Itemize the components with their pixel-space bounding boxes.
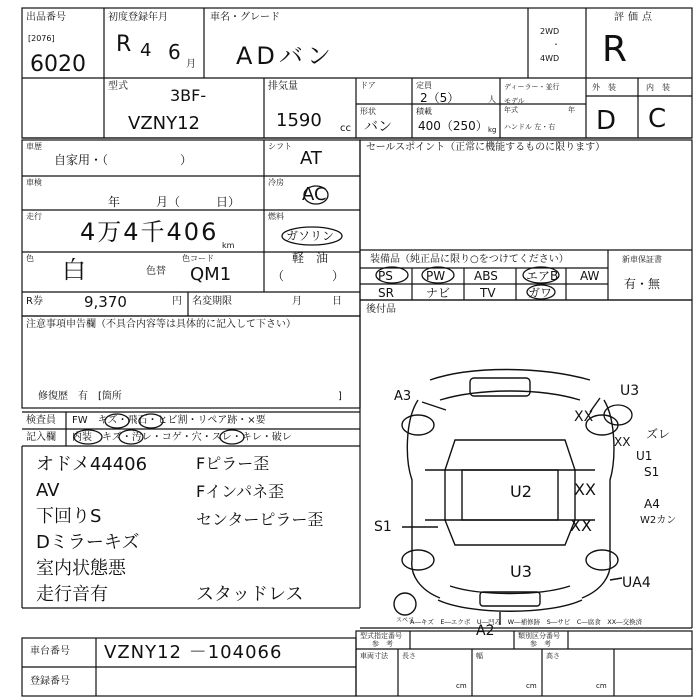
damage-mark-xx-1: XX bbox=[574, 409, 594, 425]
capacity-value: 2（5） bbox=[420, 91, 460, 105]
door-label: ドア bbox=[360, 81, 376, 90]
inspection-label: 車検 bbox=[26, 178, 42, 187]
cert-ref-label: 参 考 bbox=[372, 640, 393, 648]
damage-mark-xx-2: XX bbox=[574, 480, 596, 499]
type-code: VZNY12 bbox=[128, 113, 201, 134]
damage-mark-a4: A4 bbox=[644, 497, 660, 511]
notes-label: 注意事項申告欄（不具合内容等は具体的に記入して下さい） bbox=[26, 319, 296, 330]
color-no-label: 色替 bbox=[146, 266, 166, 277]
note-left-3: 下回りS bbox=[36, 506, 102, 527]
chassis-label: 車台番号 bbox=[30, 646, 70, 657]
lot-no-label: 出品番号 bbox=[26, 12, 66, 23]
note-right-4: スタッドレス bbox=[196, 584, 304, 605]
damage-mark-s1-right: S1 bbox=[644, 465, 660, 479]
equip-gawa: ガワ bbox=[528, 286, 553, 300]
equip-pw: PW bbox=[426, 269, 446, 283]
drive-dot: ・ bbox=[552, 40, 560, 49]
fuel-diesel: 軽 油 bbox=[292, 251, 329, 265]
mileage-value: 4万4千406 bbox=[80, 218, 219, 246]
note-right-3: センターピラー歪 bbox=[196, 510, 324, 529]
displacement-value: 1590 bbox=[276, 110, 322, 131]
mileage-unit: km bbox=[222, 241, 235, 250]
history-value: 自家用・（ ） bbox=[54, 153, 193, 167]
displacement-unit: cc bbox=[340, 123, 351, 134]
damage-mark-u3-top: U3 bbox=[620, 383, 640, 399]
damage-mark-s1-left: S1 bbox=[374, 519, 392, 535]
lot-number: 6020 bbox=[30, 52, 86, 77]
shape-value: バン bbox=[364, 119, 392, 135]
interior-grade: C bbox=[648, 104, 667, 134]
vehicle-size-label: 車両寸法 bbox=[360, 652, 388, 660]
model-name: ADバン bbox=[236, 42, 335, 70]
ac-label: 冷房 bbox=[268, 178, 284, 187]
note-left-2: AV bbox=[36, 480, 60, 501]
shift-value: AT bbox=[300, 148, 322, 169]
note-right-1: Fピラー歪 bbox=[196, 454, 270, 473]
name-change-value: 月 日 bbox=[292, 296, 342, 307]
chassis-value: VZNY12 －104066 bbox=[104, 642, 283, 663]
model-year-unit: 年 bbox=[568, 106, 575, 114]
repair-close: ] bbox=[338, 391, 342, 402]
ac-value: AC bbox=[302, 184, 327, 205]
width-label: 幅 bbox=[476, 652, 483, 660]
first-reg-month: 6 bbox=[168, 40, 181, 64]
sales-points-label: セールスポイント（正常に機能するものに限ります） bbox=[366, 142, 606, 153]
model-name-label: 車名・グレード bbox=[210, 12, 280, 23]
load-unit: kg bbox=[488, 126, 497, 134]
damage-mark-w2: W2カン bbox=[640, 515, 677, 526]
mileage-label: 走行 bbox=[26, 212, 42, 221]
drive-4wd: 4WD bbox=[540, 54, 560, 63]
load-value: 400（250） bbox=[418, 119, 488, 133]
width-cm: cm bbox=[526, 682, 537, 690]
repair-label: 修復歴 有 [箇所 bbox=[38, 391, 122, 402]
equip-aw: AW bbox=[580, 269, 600, 283]
length-cm: cm bbox=[456, 682, 467, 690]
damage-mark-u2: U2 bbox=[510, 482, 532, 501]
fuel-gasoline: ガソリン bbox=[286, 229, 335, 243]
recycle-unit: 円 bbox=[172, 296, 182, 307]
equipment-label: 装備品（純正品に限り○をつけてください） bbox=[370, 254, 569, 265]
first-reg-era: R bbox=[116, 32, 132, 57]
model-year-label-1: モデル bbox=[504, 97, 525, 105]
history-label: 車歴 bbox=[26, 142, 42, 151]
lot-no-sub: [2076] bbox=[28, 34, 55, 43]
recycle-value: 9,370 bbox=[84, 293, 127, 311]
fuel-paren: （ ） bbox=[272, 269, 345, 283]
damage-mark-u1: U1 bbox=[636, 449, 653, 463]
note-left-4: Dミラーキズ bbox=[36, 532, 140, 553]
inspection-value: 年 月（ 日） bbox=[108, 195, 241, 209]
height-label: 高さ bbox=[546, 652, 560, 660]
equip-navi: ナビ bbox=[426, 286, 451, 300]
inspector-label: 検査員 bbox=[26, 415, 56, 426]
eval-score: R bbox=[602, 29, 628, 70]
first-reg-label: 初度登録年月 bbox=[108, 12, 168, 23]
handle-label: ハンドル 左・右 bbox=[504, 123, 556, 131]
equip-sr: SR bbox=[378, 286, 394, 300]
class-label: 類別区分番号 bbox=[518, 632, 560, 640]
registration-label: 登録番号 bbox=[30, 676, 70, 687]
length-label: 長さ bbox=[402, 652, 416, 660]
drive-2wd: 2WD bbox=[540, 27, 560, 36]
damage-mark-a2: A2 bbox=[476, 623, 495, 639]
warranty-label: 新車保証書 bbox=[622, 255, 662, 264]
damage-mark-xx-4: XX bbox=[614, 435, 631, 449]
exterior-label: 外 装 bbox=[592, 83, 616, 92]
color-value: 白 bbox=[62, 256, 86, 284]
spare-label: スペア bbox=[396, 617, 415, 624]
dealer-label: ディーラー・並行 bbox=[504, 83, 560, 91]
note-left-5: 室内状態悪 bbox=[36, 558, 126, 579]
equip-abs: ABS bbox=[474, 269, 498, 283]
note-left-6: 走行音有 bbox=[36, 584, 108, 605]
month-unit: 月 bbox=[186, 59, 196, 70]
recycle-label: R券 bbox=[26, 296, 43, 307]
load-label: 積載 bbox=[416, 107, 432, 116]
damage-mark-a3: A3 bbox=[394, 389, 412, 404]
color-code-label: 色コード bbox=[182, 254, 214, 263]
first-reg-year: 4 bbox=[140, 40, 152, 61]
entry-label: 記入欄 bbox=[26, 432, 56, 443]
warranty-value: 有・無 bbox=[624, 277, 661, 291]
capacity-label: 定員 bbox=[416, 81, 432, 90]
capacity-unit: 人 bbox=[488, 95, 496, 104]
shift-label: シフト bbox=[268, 142, 292, 151]
color-label: 色 bbox=[26, 254, 34, 263]
aftermarket-label: 後付品 bbox=[366, 304, 396, 315]
cert-label: 型式指定番号 bbox=[360, 632, 402, 640]
damage-mark-xx-3: XX bbox=[570, 516, 592, 535]
class-ref-label: 参 考 bbox=[530, 640, 551, 648]
type-label: 型式 bbox=[108, 81, 128, 92]
type-prefix: 3BF- bbox=[170, 86, 207, 105]
legend: A―キズ E―エクボ U―凹み W―補修跡 S―サビ C―腐食 XX―交換済 bbox=[410, 618, 643, 626]
eval-label: 評価点 bbox=[614, 12, 656, 23]
damage-mark-u3-bottom: U3 bbox=[510, 562, 532, 581]
color-code: QM1 bbox=[190, 264, 232, 285]
note-left-1: オドメ44406 bbox=[36, 454, 148, 475]
equip-tv: TV bbox=[480, 286, 496, 300]
note-right-2: Fインパネ歪 bbox=[196, 482, 285, 501]
name-change-label: 名変期限 bbox=[192, 296, 232, 307]
exterior-grade: D bbox=[596, 106, 617, 136]
damage-mark-ua4: UA4 bbox=[622, 575, 651, 591]
damage-mark-zure: ズレ bbox=[646, 427, 671, 441]
inspector-items: FW キズ・飛石・ヒビ割・リペア跡・×要 bbox=[72, 415, 266, 426]
displacement-label: 排気量 bbox=[268, 81, 298, 92]
shape-label: 形状 bbox=[360, 107, 376, 116]
equip-ps: PS bbox=[378, 269, 393, 283]
interior-label: 内 装 bbox=[646, 83, 670, 92]
equip-airbag: エアB bbox=[526, 269, 559, 283]
model-year-label-2: 年式 bbox=[504, 106, 518, 114]
fuel-label: 燃料 bbox=[268, 212, 284, 221]
entry-items: 内装 キズ・汚レ・コゲ・穴・スレ・キレ・破レ bbox=[72, 432, 292, 443]
height-cm: cm bbox=[596, 682, 607, 690]
